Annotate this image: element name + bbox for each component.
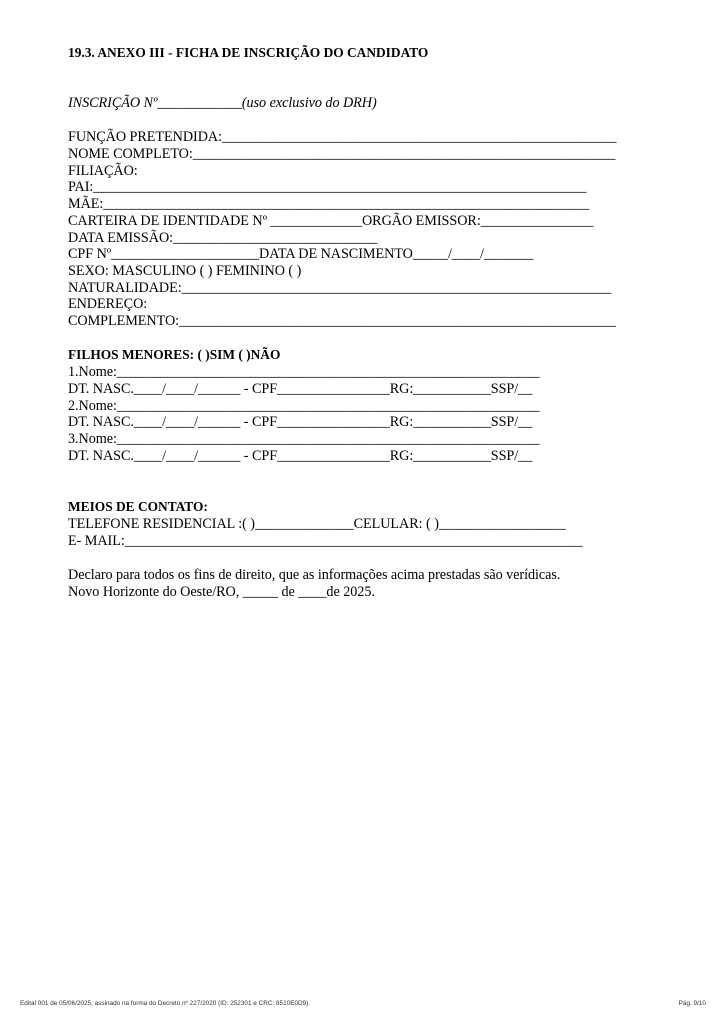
field-nome-completo: NOME COMPLETO:____________________________________________________________ (68, 146, 616, 162)
declaracao-text: Declaro para todos os fins de direito, que as informações acima prestadas são verídicas. (68, 567, 561, 583)
footer-page-number: Pág. 9/10 (678, 1000, 706, 1007)
field-funcao-pretendida: FUNÇÃO PRETENDIDA:________________________________________________________ (68, 129, 617, 145)
filho-2-nome: 2.Nome:____________________________________________________________ (68, 398, 540, 414)
field-complemento: COMPLEMENTO:______________________________________________________________ (68, 313, 616, 329)
field-endereco: ENDEREÇO: (68, 296, 148, 312)
local-data-line: Novo Horizonte do Oeste/RO, _____ de ____de 2025. (68, 584, 375, 600)
filho-1-dados: DT. NASC.____/____/______ - CPF________________RG:___________SSP/__ (68, 381, 533, 397)
field-data-emissao: DATA EMISSÃO:_____________________________ (68, 230, 378, 246)
contato-email: E- MAIL:_________________________________________________________________ (68, 533, 583, 549)
filho-2-dados: DT. NASC.____/____/______ - CPF________________RG:___________SSP/__ (68, 414, 533, 430)
field-mae: MÃE:_____________________________________________________________________ (68, 196, 590, 212)
filho-3-dados: DT. NASC.____/____/______ - CPF________________RG:___________SSP/__ (68, 448, 533, 464)
filho-3-nome: 3.Nome:____________________________________________________________ (68, 431, 540, 447)
field-pai: PAI:______________________________________________________________________ (68, 179, 587, 195)
field-filiacao: FILIAÇÃO: (68, 163, 138, 179)
field-carteira-identidade: CARTEIRA DE IDENTIDADE Nº _____________ORGÃO EMISSOR:________________ (68, 213, 594, 229)
filho-1-nome: 1.Nome:____________________________________________________________ (68, 364, 540, 380)
field-naturalidade: NATURALIDADE:_____________________________________________________________ (68, 280, 612, 296)
field-sexo: SEXO: MASCULINO ( ) FEMININO ( ) (68, 263, 302, 279)
filhos-title: FILHOS MENORES: ( )SIM ( )NÃO (68, 347, 281, 362)
page-title: 19.3. ANEXO III - FICHA DE INSCRIÇÃO DO CANDIDATO (68, 45, 429, 60)
field-cpf-nascimento: CPF Nº_____________________DATA DE NASCIMENTO_____/____/_______ (68, 246, 534, 262)
footer-edital: Edital 001 de 05/06/2025, assinado na forma do Decreto nº 227/2020 (ID: 252301 e CRC: 8510E0D9). (20, 1000, 311, 1007)
contato-title: MEIOS DE CONTATO: (68, 499, 208, 514)
contato-telefone: TELEFONE RESIDENCIAL :( )______________CELULAR: ( )__________________ (68, 516, 566, 532)
inscricao-line: INSCRIÇÃO Nº____________(uso exclusivo do DRH) (68, 95, 377, 111)
